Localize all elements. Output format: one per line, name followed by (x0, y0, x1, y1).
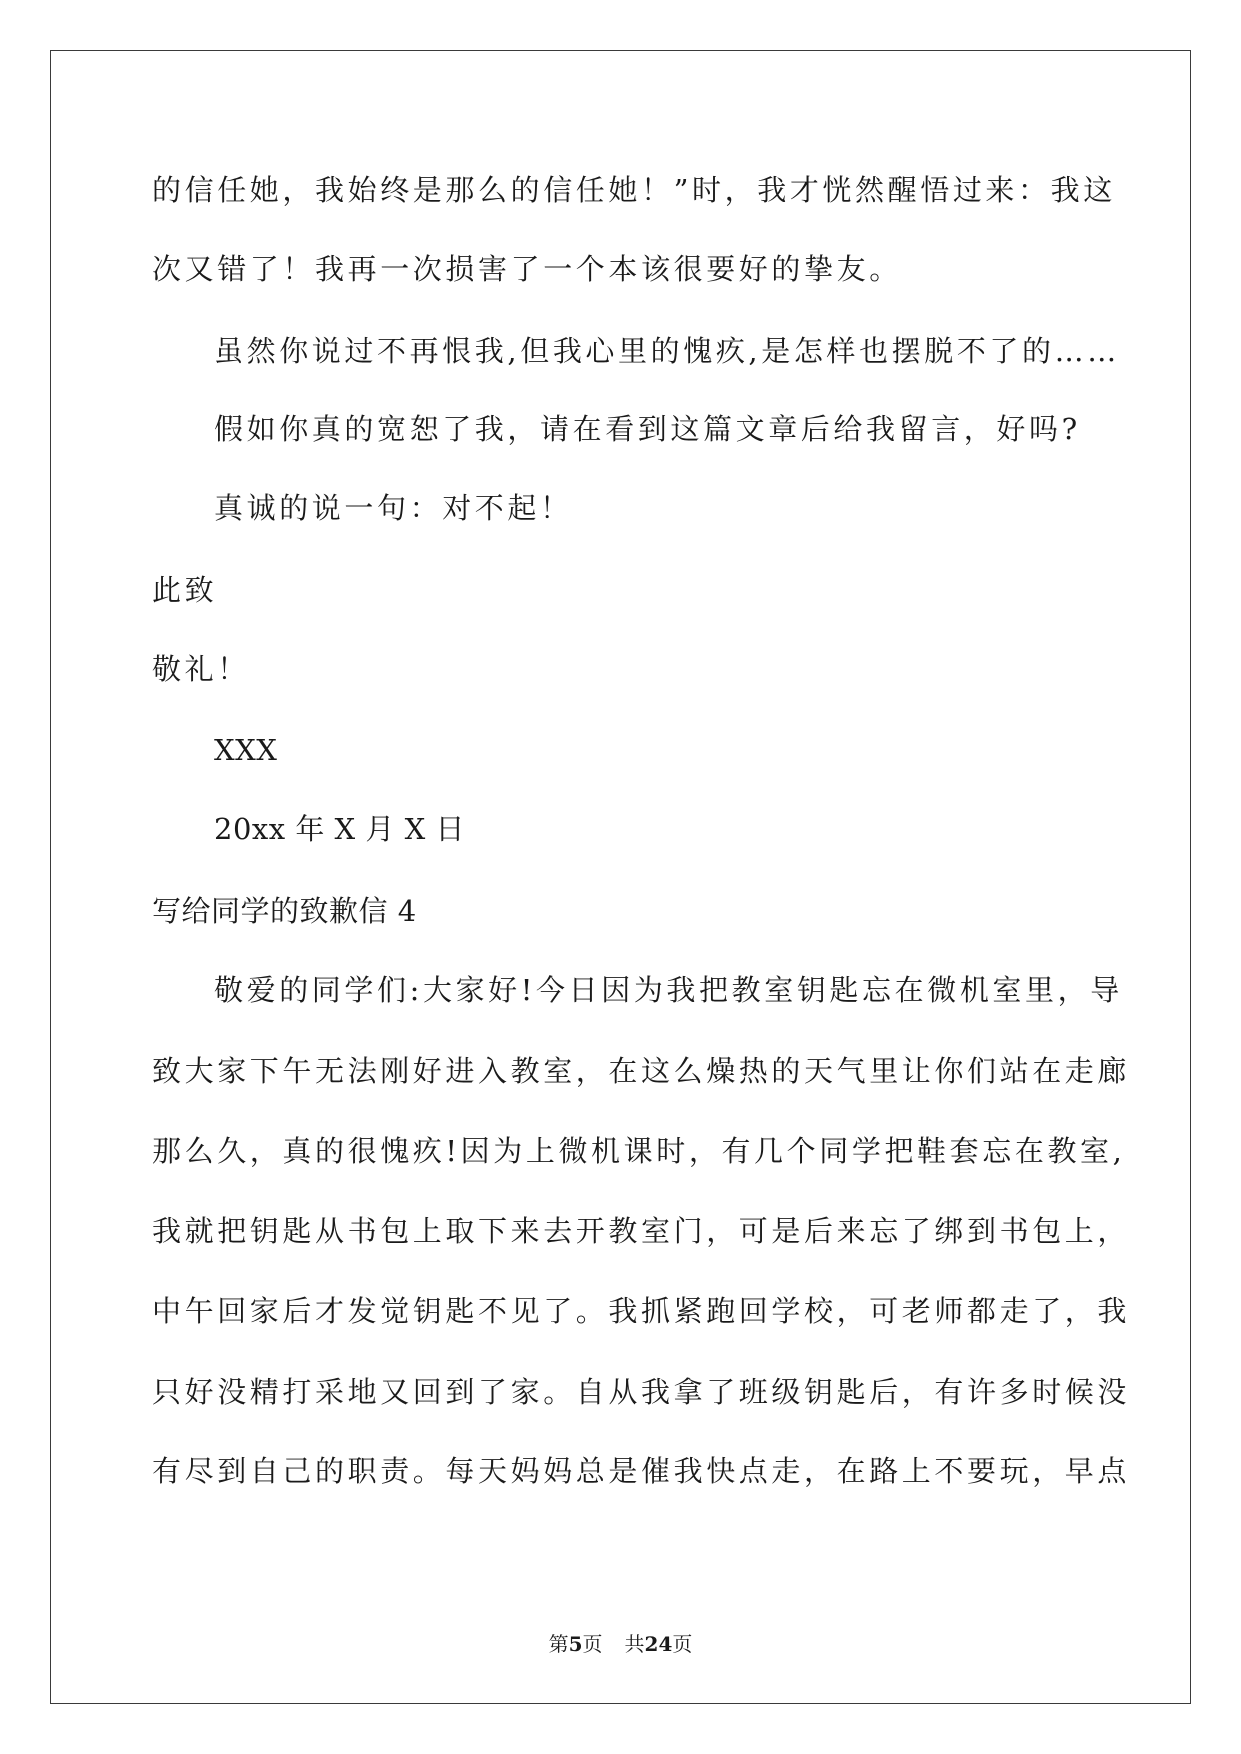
paragraph-apology: 真诚的说一句：对不起！ (214, 491, 573, 525)
letter-4-line-3: 那么久，真的很愧疚!因为上微机课时，有几个同学把鞋套忘在教室, (152, 1134, 1126, 1168)
signature-date: 20xx 年 X 月 X 日 (214, 812, 465, 846)
section-heading: 写给同学的致歉信 4 (152, 894, 417, 928)
paragraph-remorse: 虽然你说过不再恨我,但我心里的愧疚,是怎样也摆脱不了的…… (214, 334, 1120, 368)
body-line-1: 的信任她，我始终是那么的信任她！”时，我才恍然醒悟过来：我这 (152, 173, 1116, 207)
footer-total-pages: 24 (644, 1632, 673, 1656)
letter-4-line-2: 致大家下午无法刚好进入教室，在这么燥热的天气里让你们站在走廊 (152, 1054, 1131, 1088)
closing-regards: 敬礼！ (152, 652, 250, 686)
body-line-2: 次又错了！我再一次损害了一个本该很要好的挚友。 (152, 252, 902, 286)
paragraph-request: 假如你真的宽恕了我，请在看到这篇文章后给我留言，好吗? (214, 412, 1081, 446)
letter-4-line-6: 只好没精打采地又回到了家。自从我拿了班级钥匙后，有许多时候没 (152, 1375, 1131, 1409)
page-footer (0, 1632, 1241, 1656)
footer-total-suffix: 页 (672, 1632, 693, 1656)
signature-name: XXX (214, 733, 278, 767)
letter-4-line-5: 中午回家后才发觉钥匙不见了。我抓紧跑回学校，可老师都走了，我 (152, 1294, 1131, 1328)
footer-page-suffix: 页 (582, 1632, 603, 1656)
footer-total-prefix: 共 (624, 1632, 645, 1656)
letter-4-line-1: 敬爱的同学们:大家好!今日因为我把教室钥匙忘在微机室里，导 (214, 973, 1123, 1007)
closing-salutation: 此致 (152, 573, 218, 607)
letter-4-line-7: 有尽到自己的职责。每天妈妈总是催我快点走，在路上不要玩，早点 (152, 1454, 1131, 1488)
footer-page-number: 5 (568, 1632, 583, 1656)
letter-4-line-4: 我就把钥匙从书包上取下来去开教室门，可是后来忘了绑到书包上， (152, 1214, 1131, 1248)
footer-page-prefix: 第 (548, 1632, 569, 1656)
